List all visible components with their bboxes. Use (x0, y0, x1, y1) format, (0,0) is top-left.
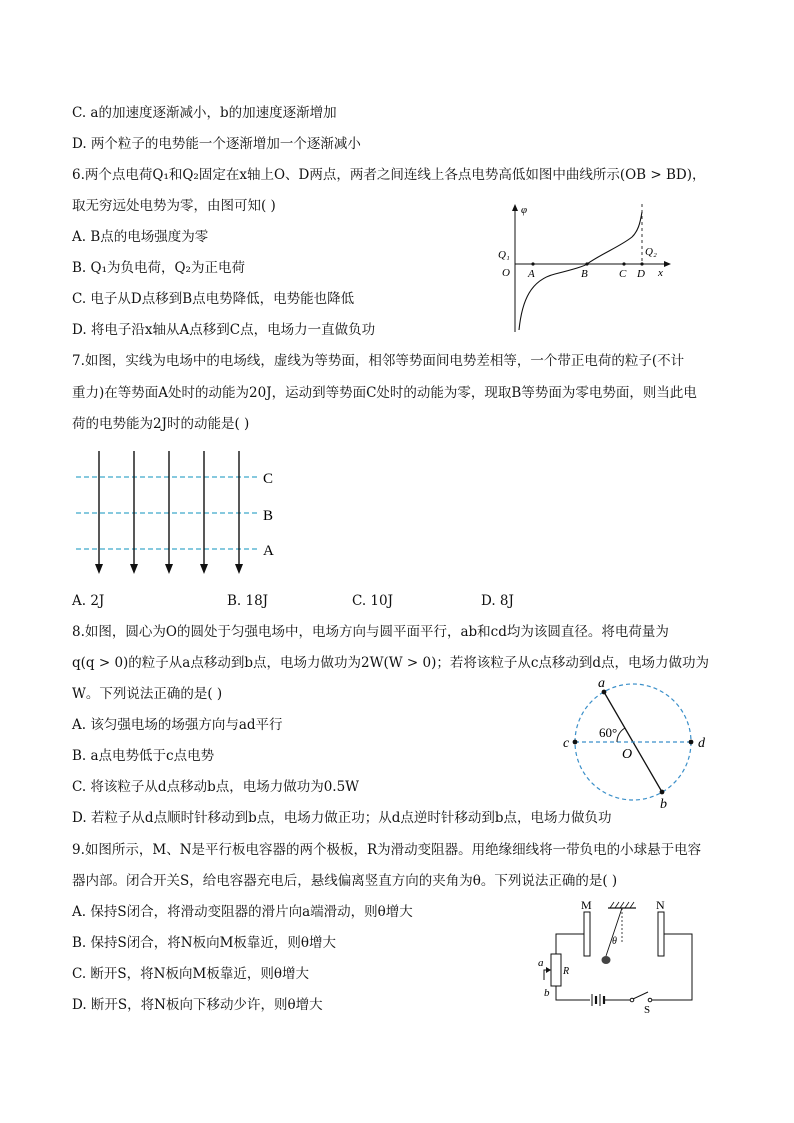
q9-capacitor-circuit-figure (530, 898, 705, 1016)
q6-c-label: C (619, 268, 627, 280)
q7-stem-line3: 荷的电势能为2J时的动能是( ) (72, 416, 250, 432)
q8-c-label: c (563, 736, 570, 751)
q6-o-label: O (502, 267, 510, 279)
q9-r-label: R (563, 966, 570, 977)
q6-option-b: B. Q₁为负电荷，Q₂为正电荷 (72, 260, 245, 276)
q6-b-label: B (581, 268, 588, 280)
q8-option-c: C. 将该粒子从d点移动b点，电场力做功为0.5W (72, 779, 360, 795)
q9-option-b: B. 保持S闭合，将N板向M板靠近，则θ增大 (72, 935, 337, 951)
q5-option-c: C. a的加速度逐渐减小，b的加速度逐渐增加 (72, 105, 337, 121)
q6-q1-label: Q₁ (498, 249, 510, 261)
q7-option-d: D. 8J (481, 593, 514, 609)
q5-option-d: D. 两个粒子的电势能一个逐渐增加一个逐渐减小 (72, 136, 361, 152)
q8-stem-line2: q(q > 0)的粒子从a点移动到b点，电场力做功为2W(W > 0)；若将该粒子从c点移动到d点，电场力做功为 (72, 655, 710, 671)
q9-n-label: N (656, 898, 665, 912)
q8-a-label: a (598, 676, 605, 691)
q9-s-label: S (644, 1004, 651, 1016)
q9-option-d: D. 断开S，将N板向下移动少许，则θ增大 (72, 997, 323, 1013)
q8-o-label: O (622, 747, 633, 762)
q9-stem-line2: 器内部。闭合开关S，给电容器充电后，悬线偏离竖直方向的夹角为θ。下列说法正确的是( ) (72, 873, 618, 889)
q6-x-label: x (658, 267, 663, 279)
q7-stem-line1: 7.如图，实线为电场中的电场线，虚线为等势面，相邻等势面间电势差相等，一个带正电荷的粒子(不计 (72, 353, 685, 369)
q7-option-a: A. 2J (72, 593, 105, 609)
q8-option-b: B. a点电势低于c点电势 (72, 748, 215, 764)
q8-angle-label: 60° (599, 725, 618, 740)
q9-b-label: b (544, 987, 550, 999)
q6-potential-graph (495, 200, 675, 335)
q9-option-c: C. 断开S，将N板向M板靠近，则θ增大 (72, 966, 309, 982)
q6-option-a: A. B点的电场强度为零 (72, 229, 209, 245)
q6-stem-line1: 6.两个点电荷Q₁和Q₂固定在x轴上O、D两点，两者之间连线上各点电势高低如图中曲线所示(OB > BD)， (72, 167, 706, 183)
q9-theta-label: θ (612, 936, 617, 947)
q6-option-c: C. 电子从D点移到B点电势降低，电势能也降低 (72, 291, 355, 307)
q7-option-b: B. 18J (227, 593, 269, 609)
q8-stem-line1: 8.如图，圆心为O的圆处于匀强电场中，电场方向与圆平面平行，ab和cd均为该圆直径。将电荷量为 (72, 624, 669, 640)
q7-option-c: C. 10J (352, 593, 394, 609)
q9-m-label: M (581, 898, 592, 912)
q6-phi-label: φ (521, 204, 528, 216)
q6-a-label: A (528, 268, 535, 280)
q9-option-a: A. 保持S闭合，将滑动变阻器的滑片向a端滑动，则θ增大 (72, 904, 413, 920)
q7-stem-line2: 重力)在等势面A处时的动能为20J，运动到等势面C处时的动能为零，现取B等势面为零电势面，则当此电 (72, 385, 697, 401)
q9-a-label: a (538, 957, 544, 969)
q8-option-d: D. 若粒子从d点顺时针移动到b点，电场力做正功；从d点逆时针移动到b点，电场力做负功 (72, 810, 612, 826)
q6-stem-line2: 取无穷远处电势为零，由图可知( ) (72, 198, 276, 214)
q6-q2-label: Q₂ (645, 246, 657, 258)
q8-d-label: d (698, 736, 705, 751)
q7-c-label: C (263, 471, 274, 487)
q8-option-a: A. 该匀强电场的场强方向与ad平行 (72, 717, 283, 733)
q7-field-lines-figure (72, 448, 292, 578)
q7-b-label: B (263, 508, 274, 524)
q8-b-label: b (660, 797, 667, 812)
q6-option-d: D. 将电子沿x轴从A点移到C点，电场力一直做负功 (72, 322, 376, 338)
q7-a-label: A (263, 543, 274, 559)
q8-circle-figure (555, 672, 715, 812)
q9-stem-line1: 9.如图所示，M、N是平行板电容器的两个极板，R为滑动变阻器。用绝缘细线将一带负电的小球悬于电容 (72, 842, 702, 858)
q6-d-label: D (637, 268, 645, 280)
q8-stem-line3: W。下列说法正确的是( ) (72, 686, 223, 702)
